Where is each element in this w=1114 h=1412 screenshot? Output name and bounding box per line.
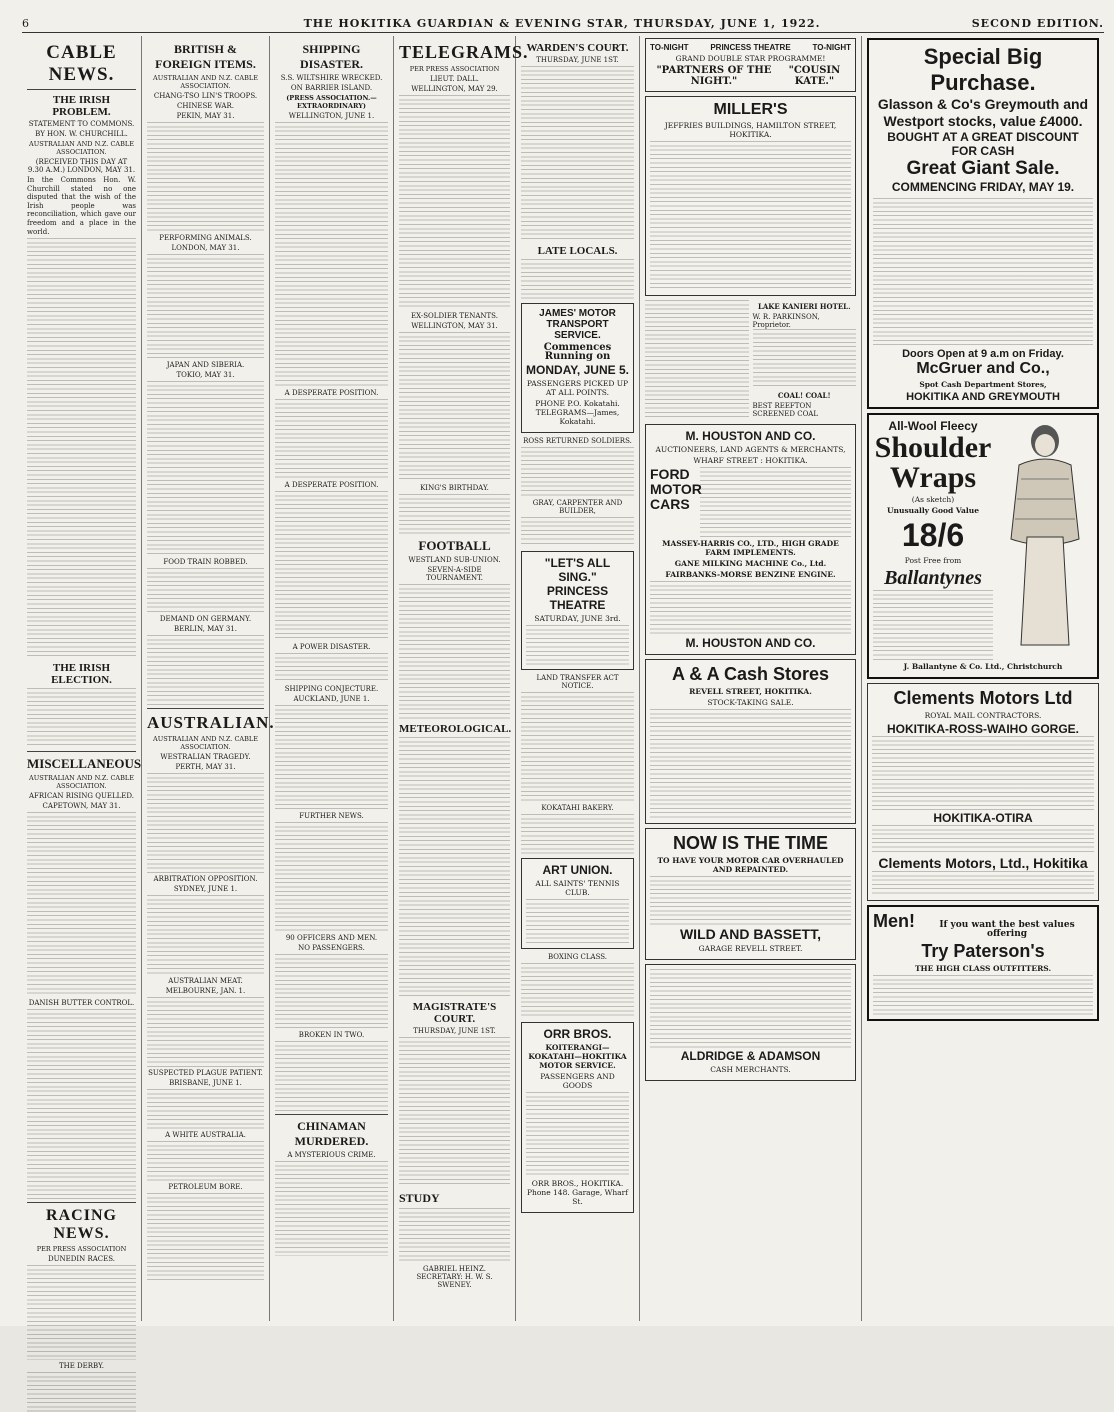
gray-carpenter-heading: GRAY, CARPENTER AND BUILDER, [532, 499, 623, 515]
boxing-class-heading: BOXING CLASS. [547, 953, 608, 961]
article-text [147, 254, 264, 359]
dateline: THURSDAY, JUNE 1ST. [413, 1027, 496, 1035]
irish-problem-heading: THE IRISH PROBLEM. [52, 94, 111, 118]
source-line: PER PRESS ASSOCIATION [36, 1245, 127, 1254]
derby-heading: THE DERBY. [58, 1362, 105, 1371]
article-text [521, 814, 634, 854]
column-cable-news [22, 36, 142, 1371]
article-text [147, 895, 264, 975]
ad-footer: Clements Motors, Ltd., Hokitika [878, 855, 1088, 871]
shipping-disaster-heading: SHIPPING DISASTER. [299, 42, 364, 71]
meteorological-heading: METEOROLOGICAL. [399, 723, 512, 735]
ross-soldiers-heading: ROSS RETURNED SOLDIERS. [523, 437, 632, 445]
ad-heading: M. HOUSTON AND CO. [685, 429, 816, 443]
ad-heading: ALDRIDGE & ADAMSON [680, 1049, 821, 1063]
masthead [22, 16, 1104, 33]
ad-address: JEFFRIES BUILDINGS, HAMILTON STREET, HOKITIKA. [664, 121, 837, 139]
ad-heading: Special Big Purchase. [923, 44, 1043, 95]
ad-body [873, 590, 993, 660]
ad-body [753, 329, 857, 389]
wild-bassett-ad [645, 828, 856, 960]
article-text [275, 399, 388, 479]
kokatahi-bakery-heading: KOKATAHI BAKERY. [541, 804, 614, 812]
column-advertisements [640, 36, 862, 1321]
article-text [275, 653, 388, 683]
special-purchase-ad [867, 38, 1099, 409]
dateline: SYDNEY, JUNE 1. [173, 885, 238, 893]
football-heading: FOOTBALL [418, 538, 491, 553]
dateline: BRISBANE, JUNE 1. [169, 1079, 242, 1087]
ad-text: ALL SAINTS' TENNIS CLUB. [535, 879, 620, 897]
ad-hours: Doors Open at 9 a.m on Friday. [902, 348, 1064, 360]
ad-text: If you want the best values offering [939, 920, 1075, 939]
ad-row [645, 300, 856, 420]
article-text [399, 1208, 510, 1263]
article-text [275, 122, 388, 387]
ad-body [650, 141, 851, 291]
art-union-ad [521, 858, 634, 949]
ad-product: Shoulder Wraps [874, 431, 992, 494]
australian-heading: AUSTRALIAN. [147, 713, 275, 732]
dateline: BERLIN, MAY 31. [174, 625, 237, 633]
ad-brand: McGruer and Co., [916, 360, 1050, 377]
ad-contact: ORR BROS., HOKITIKA. Phone 148. Garage, Wharf St. [526, 1179, 629, 1206]
ad-heading: NOW IS THE TIME [673, 833, 828, 853]
ad-footer: WILD AND BASSETT, [679, 926, 822, 942]
article-text [147, 635, 264, 705]
dateline: CAPETOWN, MAY 31. [42, 802, 121, 811]
chinaman-murdered-heading: CHINAMAN MURDERED. [294, 1119, 369, 1148]
ad-date: SATURDAY, JUNE 3rd. [534, 614, 621, 623]
aldridge-ad [645, 964, 856, 1081]
lieut-dall-heading: LIEUT. DALL. [430, 75, 479, 83]
article-text [147, 122, 264, 232]
dateline: AUCKLAND, JUNE 1. [293, 695, 370, 703]
ad-body [650, 709, 851, 819]
ad-contact: PHONE P.O. Kokatahi. TELEGRAMS—James, Kokatahi. [535, 399, 620, 426]
land-transfer-heading: LAND TRANSFER ACT NOTICE. [536, 674, 619, 690]
article-text [147, 773, 264, 873]
princess-theatre-ad [645, 38, 856, 92]
article-text [275, 1041, 388, 1111]
ad-route: HOKITIKA-ROSS-WAIHO GORGE. [887, 722, 1079, 736]
plague-patient-heading: SUSPECTED PLAGUE PATIENT. [148, 1069, 263, 1077]
ad-text: STOCK-TAKING SALE. [707, 698, 794, 707]
petroleum-bore-heading: PETROLEUM BORE. [168, 1183, 243, 1191]
telegrams-heading: TELEGRAMS. [399, 42, 529, 62]
ex-soldier-tenants-heading: EX-SOLDIER TENANTS. [411, 312, 498, 320]
article-text [399, 494, 510, 534]
ad-heading: ORR BROS. [543, 1027, 612, 1041]
article-text [27, 238, 136, 658]
article-text [275, 1161, 388, 1256]
food-train-heading: FOOD TRAIN ROBBED. [163, 558, 248, 566]
ad-heading: MILLER'S [713, 101, 788, 118]
dateline: WELLINGTON, JUNE 1. [288, 112, 375, 120]
dateline: MELBOURNE, JAN. 1. [165, 987, 246, 995]
irish-election-heading: THE IRISH ELECTION. [51, 662, 112, 687]
dateline: PEKIN, MAY 31. [176, 112, 235, 120]
shipping-conjecture-heading: SHIPPING CONJECTURE. [284, 685, 379, 693]
ad-text: GANE MILKING MACHINE Co., Ltd. [674, 559, 827, 568]
magistrates-court-heading: MAGISTRATE'S COURT. [412, 1001, 497, 1025]
dateline: WELLINGTON, MAY 29. [411, 85, 498, 93]
westralian-tragedy-heading: WESTRALIAN TRAGEDY. [160, 753, 251, 761]
article-text [521, 963, 634, 1018]
desperate-position-2-heading: A DESPERATE POSITION. [284, 481, 379, 489]
cash-stores-ad [645, 659, 856, 824]
ad-body [650, 969, 851, 1049]
ad-text: BOUGHT AT A GREAT DISCOUNT FOR CASH [887, 130, 1079, 158]
page-number: 6 [22, 17, 30, 30]
article-text [399, 1037, 510, 1187]
chang-tso-lin-heading: CHANG-TSO LIN'S TROOPS. [153, 92, 258, 100]
ad-text: MASSEY-HARRIS CO., LTD., HIGH GRADE FARM IMPLEMENTS. [662, 539, 839, 557]
ad-subcolumn [753, 300, 857, 420]
ad-heading: All-Wool Fleecy [888, 419, 978, 433]
dateline: LONDON, MAY 31. [171, 244, 240, 252]
ad-text: KOITERANGI—KOKATAHI—HOKITIKA MOTOR SERVICE. [528, 1043, 627, 1070]
ad-text: Unusually Good Value [887, 506, 979, 515]
article-text [27, 1009, 136, 1199]
ad-date: COMMENCING FRIDAY, MAY 19. [891, 180, 1075, 194]
ad-body [526, 899, 629, 944]
article-text [147, 997, 264, 1067]
article-text [399, 95, 510, 310]
ad-venue: PRINCESS THEATRE [546, 584, 609, 612]
ad-text: Post Free from [904, 556, 962, 565]
ad-text: THE HIGH CLASS OUTFITTERS. [914, 964, 1052, 973]
article-text [275, 822, 388, 932]
column-wardens-court [516, 36, 640, 1321]
article-text [399, 584, 510, 719]
ad-price: 18/6 [901, 517, 965, 553]
ad-heading: JAMES' MOTOR TRANSPORT SERVICE. [539, 308, 616, 341]
patersons-ad [867, 905, 1099, 1021]
article-text [399, 737, 510, 997]
racing-news-heading: RACING NEWS. [46, 1207, 117, 1243]
dateline: THURSDAY, JUNE 1ST. [536, 56, 619, 64]
ad-subheading: Glasson & Co's Greymouth and Westport stocks, value £4000. [877, 96, 1089, 129]
cable-news-heading: CABLE NEWS. [46, 42, 117, 85]
byline: BY HON. W. CHURCHILL. [35, 130, 128, 138]
study-signature: GABRIEL HEINZ. SECRETARY: H. W. S. SWENEY. [416, 1265, 493, 1289]
seven-a-side-heading: SEVEN-A-SIDE TOURNAMENT. [425, 566, 484, 582]
ad-text: FAIRBANKS-MORSE BENZINE ENGINE. [665, 570, 836, 579]
ad-body [872, 871, 1094, 896]
further-news-heading: FURTHER NEWS. [299, 812, 364, 820]
ad-body [526, 625, 629, 665]
no-passengers-heading: NO PASSENGERS. [298, 944, 365, 952]
ad-heading: A & A Cash Stores [671, 664, 830, 684]
article-text [275, 705, 388, 810]
westland-sub-union-heading: WESTLAND SUB-UNION. [408, 556, 501, 564]
article-text [521, 66, 634, 241]
millers-ad [645, 96, 856, 296]
performing-animals-heading: PERFORMING ANIMALS. [159, 234, 252, 242]
theatre-name: PRINCESS THEATRE [710, 43, 791, 52]
ad-body [872, 825, 1094, 855]
woman-figure-icon [997, 419, 1093, 649]
film-title: "COUSIN KATE." [788, 65, 841, 87]
tonight-label: TO-NIGHT [650, 43, 689, 52]
desperate-position-heading: A DESPERATE POSITION. [284, 389, 379, 397]
column-display-ads [862, 36, 1104, 1321]
lead-paragraph: In the Commons Hon. W. Churchill stated no one disputed that the wish of the Irish people was reconciliation, which gave our freedom and a place in the world. [27, 176, 136, 236]
article-text [399, 332, 510, 482]
ad-text: (As sketch) [911, 495, 955, 504]
ad-text: ROYAL MAIL CONTRACTORS. [924, 711, 1042, 720]
article-text [147, 568, 264, 613]
wardens-court-heading: WARDEN'S COURT. [526, 42, 629, 54]
ad-address: WHARF STREET : HOKITIKA. [693, 456, 808, 465]
ad-brand: Ballantynes [884, 567, 982, 589]
dateline: WELLINGTON, MAY 31. [411, 322, 498, 330]
article-text [27, 688, 136, 748]
article-text [27, 1265, 136, 1360]
ad-location: HOKITIKA AND GREYMOUTH [906, 391, 1060, 403]
ad-body [526, 1092, 629, 1177]
dunedin-races-heading: DUNEDIN RACES. [47, 1255, 116, 1264]
kings-birthday-heading: KING'S BIRTHDAY. [420, 484, 489, 492]
dateline: (RECEIVED THIS DAY AT 9.30 A.M.) LONDON, MAY 31. [27, 158, 136, 174]
ad-heading: Clements Motors Ltd [893, 688, 1073, 708]
broken-in-two-heading: BROKEN IN TWO. [298, 1031, 365, 1039]
article-text [147, 1193, 264, 1283]
ad-body [872, 736, 1094, 811]
article-text [275, 491, 388, 641]
officers-men-heading: 90 OFFICERS AND MEN. [285, 934, 378, 942]
article-text [147, 1141, 264, 1181]
film-title: "PARTNERS OF THE NIGHT." [656, 65, 772, 87]
ad-body [873, 975, 1093, 1015]
source-line: AUSTRALIAN AND N.Z. CABLE ASSOCIATION. [153, 735, 258, 751]
ad-highlight: Great Giant Sale. [906, 158, 1060, 179]
figure-illustration [997, 419, 1093, 660]
mysterious-crime-heading: A MYSTERIOUS CRIME. [287, 1151, 376, 1159]
statement-heading: STATEMENT TO COMMONS. [28, 120, 135, 128]
source-line: AUSTRALIAN AND N.Z. CABLE ASSOCIATION. [153, 74, 258, 90]
ad-heading: "LET'S ALL SING." [544, 556, 611, 584]
ad-footer: J. Ballantyne & Co. Ltd., Christchurch [903, 662, 1063, 671]
ad-text: CASH MERCHANTS. [710, 1065, 791, 1074]
ad-brand: Try Paterson's [921, 941, 1045, 961]
source-line: AUSTRALIAN AND N.Z. CABLE ASSOCIATION. [29, 774, 134, 791]
ad-body [650, 581, 851, 636]
barrier-island-heading: ON BARRIER ISLAND. [290, 84, 373, 92]
article-text [147, 1089, 264, 1129]
column-shipping [270, 36, 394, 1321]
clements-motors-ad [867, 683, 1099, 901]
tonight-label: TO-NIGHT [812, 43, 851, 52]
ad-text: BEST REEFTON SCREENED COAL [752, 402, 819, 418]
source-line: AUSTRALIAN AND N.Z. CABLE ASSOCIATION. [29, 140, 134, 156]
dateline: TOKIO, MAY 31. [176, 371, 235, 379]
ad-text: W. R. PARKINSON, Proprietor. [752, 313, 820, 329]
danish-butter-heading: DANISH BUTTER CONTROL. [28, 999, 135, 1008]
ad-body [700, 467, 851, 537]
ad-address: REVELL STREET, HOKITIKA. [689, 687, 812, 696]
article-text [521, 692, 634, 802]
ford-motor-cars: FORD MOTOR CARS [650, 466, 702, 512]
african-rising-heading: AFRICAN RISING QUELLED. [29, 792, 134, 801]
shoulder-wraps-ad [867, 413, 1099, 679]
australian-meat-heading: AUSTRALIAN MEAT. [168, 977, 243, 985]
miscellaneous-heading: MISCELLANEOUS [27, 756, 142, 772]
chinese-war-heading: CHINESE WAR. [177, 102, 234, 110]
article-text [521, 447, 634, 497]
ad-text: PASSENGERS PICKED UP AT ALL POINTS. [526, 379, 629, 397]
houston-ad [645, 424, 856, 655]
orr-bros-ad [521, 1022, 634, 1213]
lets-all-sing-ad [521, 551, 634, 670]
ad-heading: Men! [873, 911, 915, 931]
ad-body [645, 300, 749, 420]
demand-germany-heading: DEMAND ON GERMANY. [159, 615, 252, 623]
article-text [27, 1372, 136, 1412]
white-australia-heading: A WHITE AUSTRALIA. [165, 1131, 246, 1139]
study-heading: STUDY [399, 1191, 440, 1205]
arbitration-heading: ARBITRATION OPPOSITION. [153, 875, 258, 883]
ad-address: GARAGE REVELL STREET. [698, 944, 803, 953]
source-line: PER PRESS ASSOCIATION [409, 65, 500, 73]
article-text [521, 517, 634, 547]
ad-text: Spot Cash Department Stores, [919, 380, 1047, 389]
ad-text: Commences Running on [543, 342, 612, 362]
source-line: (PRESS ASSOCIATION.—EXTRAORDINARY) [286, 94, 377, 110]
lake-kanieri-heading: LAKE KANIERI HOTEL. [757, 302, 851, 311]
james-motor-ad [521, 303, 634, 433]
japan-siberia-heading: JAPAN AND SIBERIA. [166, 361, 245, 369]
ad-heading: ART UNION. [542, 863, 613, 877]
power-disaster-heading: A POWER DISASTER. [292, 643, 371, 651]
ad-route: HOKITIKA-OTIRA [933, 811, 1033, 825]
wiltshire-heading: S.S. WILTSHIRE WRECKED. [280, 74, 383, 82]
column-british-foreign [142, 36, 275, 1321]
ad-body [873, 198, 1093, 348]
ad-text: TO HAVE YOUR MOTOR CAR OVERHAULED AND REPAINTED. [657, 856, 844, 874]
article-text [521, 259, 634, 299]
ad-subcolumn [645, 300, 749, 420]
ad-subtitle: GRAND DOUBLE STAR PROGRAMME! [675, 54, 826, 63]
late-locals-heading: LATE LOCALS. [537, 245, 618, 257]
article-text [275, 954, 388, 1029]
article-text [27, 812, 136, 997]
newspaper-title: THE HOKITIKA GUARDIAN & EVENING STAR, THURSDAY, JUNE 1, 1922. [303, 17, 821, 30]
article-text [147, 381, 264, 556]
ad-body [650, 876, 851, 926]
dateline: PERTH, MAY 31. [175, 763, 236, 771]
column-telegrams [394, 36, 529, 1321]
ad-text: PASSENGERS AND GOODS [540, 1072, 615, 1090]
ad-footer: M. HOUSTON AND CO. [685, 636, 816, 650]
ad-date: MONDAY, JUNE 5. [526, 363, 629, 377]
british-foreign-heading: BRITISH & FOREIGN ITEMS. [155, 42, 256, 71]
ad-text: AUCTIONEERS, LAND AGENTS & MERCHANTS, [655, 445, 846, 454]
coal-heading: COAL! COAL! [777, 391, 831, 400]
edition-label: SECOND EDITION. [971, 17, 1104, 30]
